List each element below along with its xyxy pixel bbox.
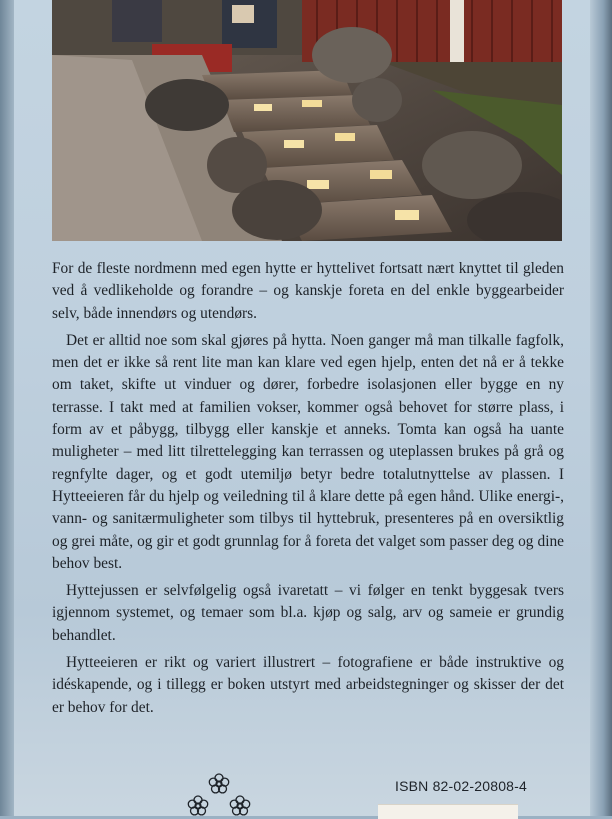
paragraph-4: Hytteeieren er rikt og variert illustrert – fotografiene er både instruktive og idéskapende, og i tillegg er boken utstyrt med arbeidstegninger og skisser der det er behov for det. — [52, 654, 564, 716]
paragraph-2: Det er alltid noe som skal gjøres på hytta. Noen ganger må man tilkalle fagfolk, men det er ikke så rent lite man kan klare ved egen hjelp, enten det nå er å tekke om taket, skifte ut vinduer og dører, forbedre isolasjonen eller bygge en ny terrasse. I takt med at familien vokser, kommer også behovet for større plass, i form av et påbygg, tilbygg eller kanskje et anneks. Tomta kan også ha uante muligheter – med litt tilrettelegging kan terrassen og uteplassen brukes på grå og regnfylte dager, og et godt utemiljø betyr bedre totalutnyttelse av plassen. I Hytteeieren får du hjelp og veiledning til å klare dette på egen hånd. Ulike energi-, vann- og sanitærmuligheter som tilbys til hyttebruk, presenteres på en oversiktlig og grei måte, og gir et godt grunnlag for å foreta det valget som passer deg og dine behov best. — [52, 331, 564, 572]
book-right-edge — [590, 0, 612, 816]
stone-steps-photo — [52, 0, 562, 241]
paragraph-1: For de fleste nordmenn med egen hytte er hyttelivet fortsatt nært knyttet til gleden ved å vedlikeholde og forandre – og kanskje foreta en del enkle byggearbeider selv, både innendørs og utendørs. — [52, 260, 564, 322]
flower-logo-icon — [184, 770, 254, 816]
price-sticker — [378, 804, 518, 819]
paragraph-3: Hyttejussen er selvfølgelig også ivaretatt – vi følger en tenkt byggesak tvers igjennom systemet, og temaer som bl.a. kjøp og salg, arv og sameie er grundig behandlet. — [52, 582, 564, 644]
isbn-number: ISBN 82-02-20808-4 — [395, 778, 528, 794]
description-text — [52, 258, 564, 724]
